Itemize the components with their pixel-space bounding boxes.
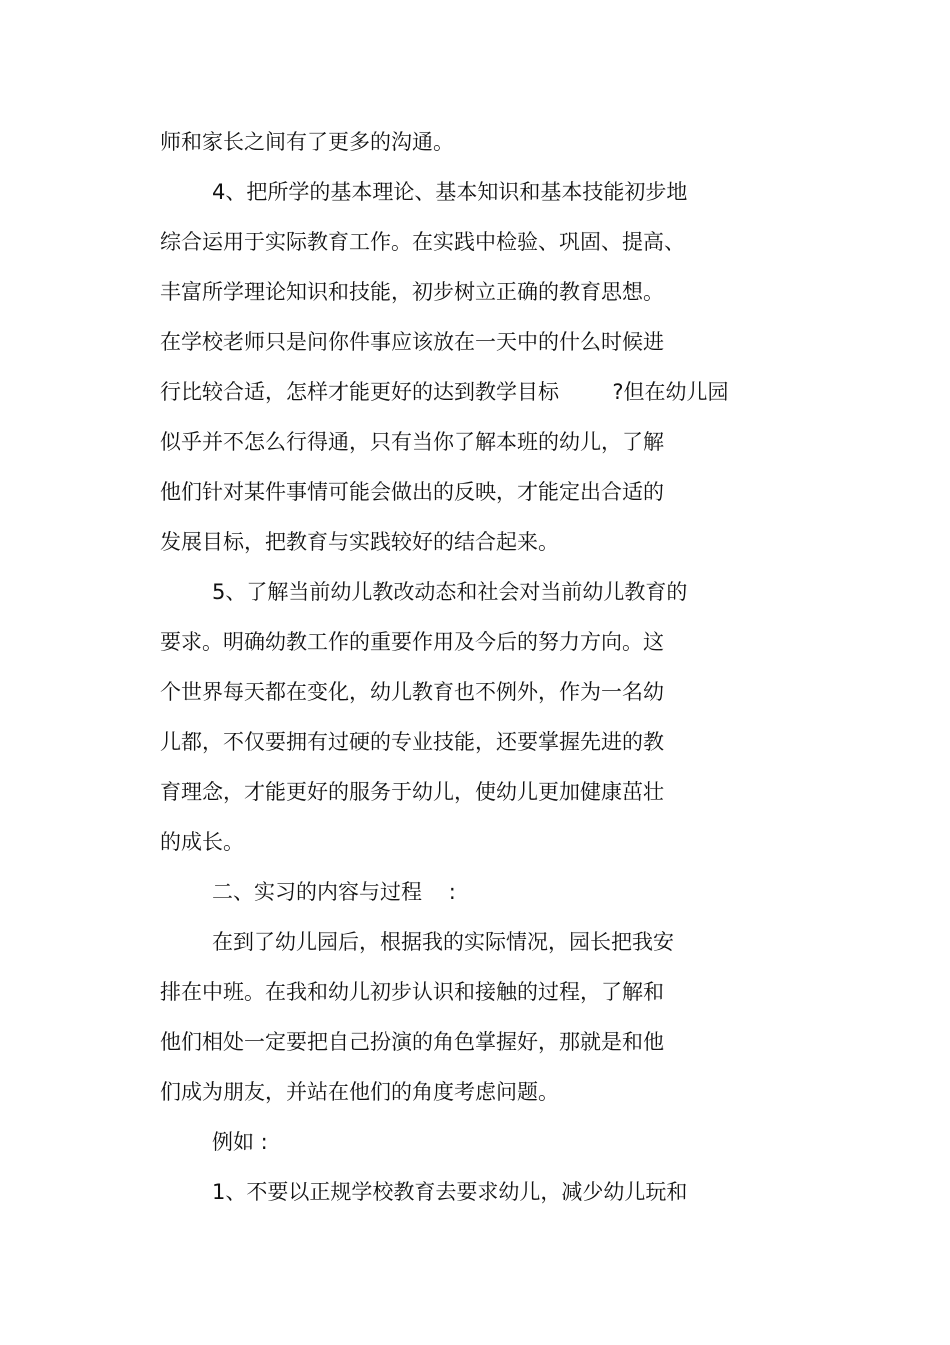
text-line: 在学校老师只是问你件事应该放在一天中的什么时候进	[160, 330, 664, 354]
text-line: 丰富所学理论知识和技能，初步树立正确的教育思想。	[160, 280, 664, 304]
text-line: 似乎并不怎么行得通，只有当你了解本班的幼儿，了解	[160, 430, 664, 454]
text-line: 的成长。	[160, 830, 244, 854]
text-line: 5、了解当前幼儿教改动态和社会对当前幼儿教育的	[212, 580, 688, 604]
text-line: 排在中班。在我和幼儿初步认识和接触的过程，了解和	[160, 980, 664, 1004]
text-line: 要求。明确幼教工作的重要作用及今后的努力方向。这	[160, 630, 664, 654]
text-line: 他们针对某件事情可能会做出的反映，才能定出合适的	[160, 480, 664, 504]
text-line: 发展目标，把教育与实践较好的结合起来。	[160, 530, 559, 554]
text-line: 在到了幼儿园后，根据我的实际情况，园长把我安	[212, 930, 674, 954]
text-line: 个世界每天都在变化，幼儿教育也不例外，作为一名幼	[160, 680, 664, 704]
text-line: 行比较合适，怎样才能更好的达到教学目标 ?但在幼儿园	[160, 380, 729, 404]
text-line: 们成为朋友，并站在他们的角度考虑问题。	[160, 1080, 559, 1104]
text-line: 1、不要以正规学校教育去要求幼儿，减少幼儿玩和	[212, 1180, 688, 1204]
text-line: 儿都，不仅要拥有过硬的专业技能，还要掌握先进的教	[160, 730, 664, 754]
text-line: 例如 :	[212, 1130, 268, 1154]
text-line: 4、把所学的基本理论、基本知识和基本技能初步地	[212, 180, 688, 204]
text-line: 他们相处一定要把自己扮演的角色掌握好，那就是和他	[160, 1030, 664, 1054]
text-line: 综合运用于实际教育工作。在实践中检验、巩固、提高、	[160, 230, 685, 254]
text-line: 育理念，才能更好的服务于幼儿，使幼儿更加健康茁壮	[160, 780, 664, 804]
text-line: 师和家长之间有了更多的沟通。	[160, 130, 454, 154]
section-heading: 二、实习的内容与过程 :	[212, 880, 456, 904]
